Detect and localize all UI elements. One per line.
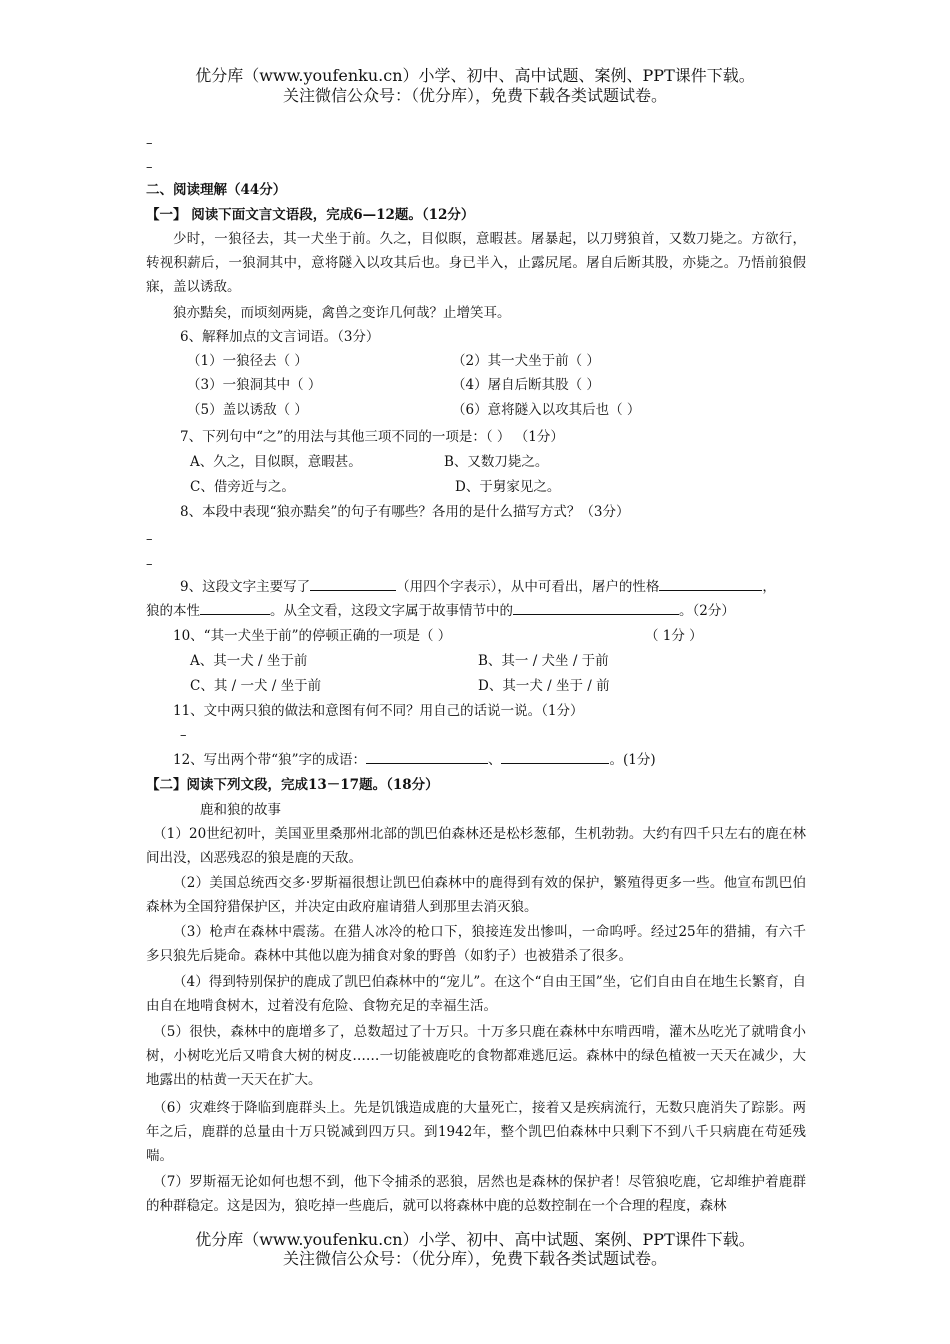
question-6-stem: 6、解释加点的文言词语。（3分）: [180, 329, 380, 345]
question-10-score: （ 1分 ）: [645, 628, 703, 644]
story-paragraph-6: （6）灾难终于降临到鹿群头上。先是饥饿造成鹿的大量死亡，接着又是疾病流行，无数只鹿消失了踪影。两年之后，鹿群的总量由十万只锐减到四万只。到1942年，整个凯巴伯森林中只剩下不到八千只病鹿在苟延残喘。: [146, 1100, 806, 1164]
blank-dash: –: [146, 532, 153, 547]
question-10-option: B、其一 / 犬坐 / 于前: [478, 653, 609, 669]
passage-paragraph-1: 少时，一狼径去，其一犬坐于前。久之，目似瞑，意暇甚。屠暴起，以刀劈狼首，又数刀毙之。方欲行，转视积薪后，一狼洞其中，意将隧入以攻其后也。身已半入，止露尻尾。屠自后断其股，亦毙之。乃悟前狼假寐，盖以诱敌。: [146, 231, 806, 295]
part1-title: 【一】 阅读下面文言文语段，完成6—12题。（12分）: [146, 207, 475, 223]
question-10-option: C、其 / 一犬 / 坐于前: [190, 678, 322, 694]
question-7-option: B、又数刀毙之。: [444, 454, 549, 470]
question-10-stem: 10、“其一犬坐于前”的停顿正确的一项是（ ）: [173, 628, 452, 644]
story-paragraph-4: （4）得到特别保护的鹿成了凯巴伯森林中的“宠儿”。在这个“自由王国”坐，它们自由自在地生长繁育，自由自在地啃食树木，过着没有危险、食物充足的幸福生活。: [146, 974, 806, 1014]
header-line-1: 优分库（www.youfenku.cn）小学、初中、高中试题、案例、PPT课件下载。: [195, 66, 755, 85]
blank-dash: –: [146, 557, 153, 572]
question-7-option: A、久之，目似瞑，意暇甚。: [190, 454, 362, 470]
question-9-line-2: 狼的本性 。从全文看，这段文字属于故事情节中的 。（2分）: [146, 599, 735, 623]
answer-blank[interactable]: [513, 600, 679, 615]
story-paragraph-7: （7）罗斯福无论如何也想不到，他下令捕杀的恶狼，居然也是森林的保护者！尽管狼吃鹿，它却维护着鹿群的种群稳定。这是因为，狼吃掉一些鹿后，就可以将森林中鹿的总数控制在一个合理的程度，森林: [146, 1174, 806, 1214]
answer-blank[interactable]: [310, 576, 396, 591]
passage-paragraph-2: 狼亦黠矣，而顷刻两毙，禽兽之变诈几何哉？止增笑耳。: [173, 305, 511, 321]
question-6-item: （4）屠自后断其股（ ）: [452, 377, 600, 393]
question-7-option: D、于舅家见之。: [455, 479, 561, 495]
question-6-item: （2）其一犬坐于前（ ）: [452, 353, 600, 369]
part2-title: 【二】阅读下列文段，完成13－17题。（18分）: [146, 777, 439, 793]
blank-dash: –: [180, 728, 187, 743]
answer-blank[interactable]: [200, 600, 270, 615]
story-paragraph-2: （2）美国总统西交多·罗斯福很想让凯巴伯森林中的鹿得到有效的保护，繁殖得更多一些。他宣布凯巴伯森林为全国狩猎保护区，并决定由政府雇请猎人到那里去消灭狼。: [146, 875, 806, 915]
blank-dash: –: [146, 136, 153, 151]
question-10-option: D、其一犬 / 坐于 / 前: [478, 678, 610, 694]
question-6-item: （5）盖以诱敌（ ）: [187, 402, 308, 418]
question-10-option: A、其一犬 / 坐于前: [190, 653, 308, 669]
answer-blank[interactable]: [366, 749, 488, 764]
section-title: 二、阅读理解（44分）: [146, 182, 287, 198]
story-paragraph-3: （3）枪声在森林中震荡。在猎人冰冷的枪口下，狼接连发出惨叫，一命呜呼。经过25年的猎捕，有六千多只狼先后毙命。森林中其他以鹿为捕食对象的野兽（如豹子）也被猎杀了很多。: [146, 924, 806, 964]
header-line-2: 关注微信公众号：（优分库），免费下载各类试题试卷。: [282, 86, 667, 105]
story-title: 鹿和狼的故事: [200, 802, 281, 818]
blank-dash: –: [146, 160, 153, 175]
question-8: 8、本段中表现“狼亦黠矣”的句子有哪些？各用的是什么描写方式？（3分）: [180, 504, 630, 520]
answer-blank[interactable]: [659, 576, 762, 591]
footer-line-2: 关注微信公众号：（优分库），免费下载各类试题试卷。: [282, 1249, 667, 1268]
question-6-item: （6）意将隧入以攻其后也（ ）: [452, 402, 641, 418]
story-paragraph-5: （5）很快，森林中的鹿增多了，总数超过了十万只。十万多只鹿在森林中东啃西啃，灌木丛吃光了就啃食小树，小树吃光后又啃食大树的树皮……一切能被鹿吃的食物都难逃厄运。森林中的绿色植被一天天在减少，大地露出的枯黄一天天在扩大。: [146, 1024, 806, 1088]
question-6-item: （1）一狼径去（ ）: [187, 353, 308, 369]
answer-blank[interactable]: [501, 749, 609, 764]
question-7-option: C、借旁近与之。: [190, 479, 295, 495]
story-paragraph-1: （1）20世纪初叶，美国亚里桑那州北部的凯巴伯森林还是松杉葱郁，生机勃勃。大约有四千只左右的鹿在林间出没，凶恶残忍的狼是鹿的天敌。: [146, 826, 806, 866]
question-6-item: （3）一狼洞其中（ ）: [187, 377, 322, 393]
footer-line-1: 优分库（www.youfenku.cn）小学、初中、高中试题、案例、PPT课件下载。: [195, 1230, 755, 1249]
question-12: 12、写出两个带“狼”字的成语： 、 。(1分): [173, 748, 656, 772]
question-7-stem: 7、下列句中“之”的用法与其他三项不同的一项是：（ ） （1分）: [180, 429, 564, 445]
question-9-line-1: 9、这段文字主要写了 （用四个字表示），从中可看出，屠户的性格 ，: [180, 575, 776, 599]
question-11: 11、文中两只狼的做法和意图有何不同？用自己的话说一说。（1分）: [173, 703, 584, 719]
